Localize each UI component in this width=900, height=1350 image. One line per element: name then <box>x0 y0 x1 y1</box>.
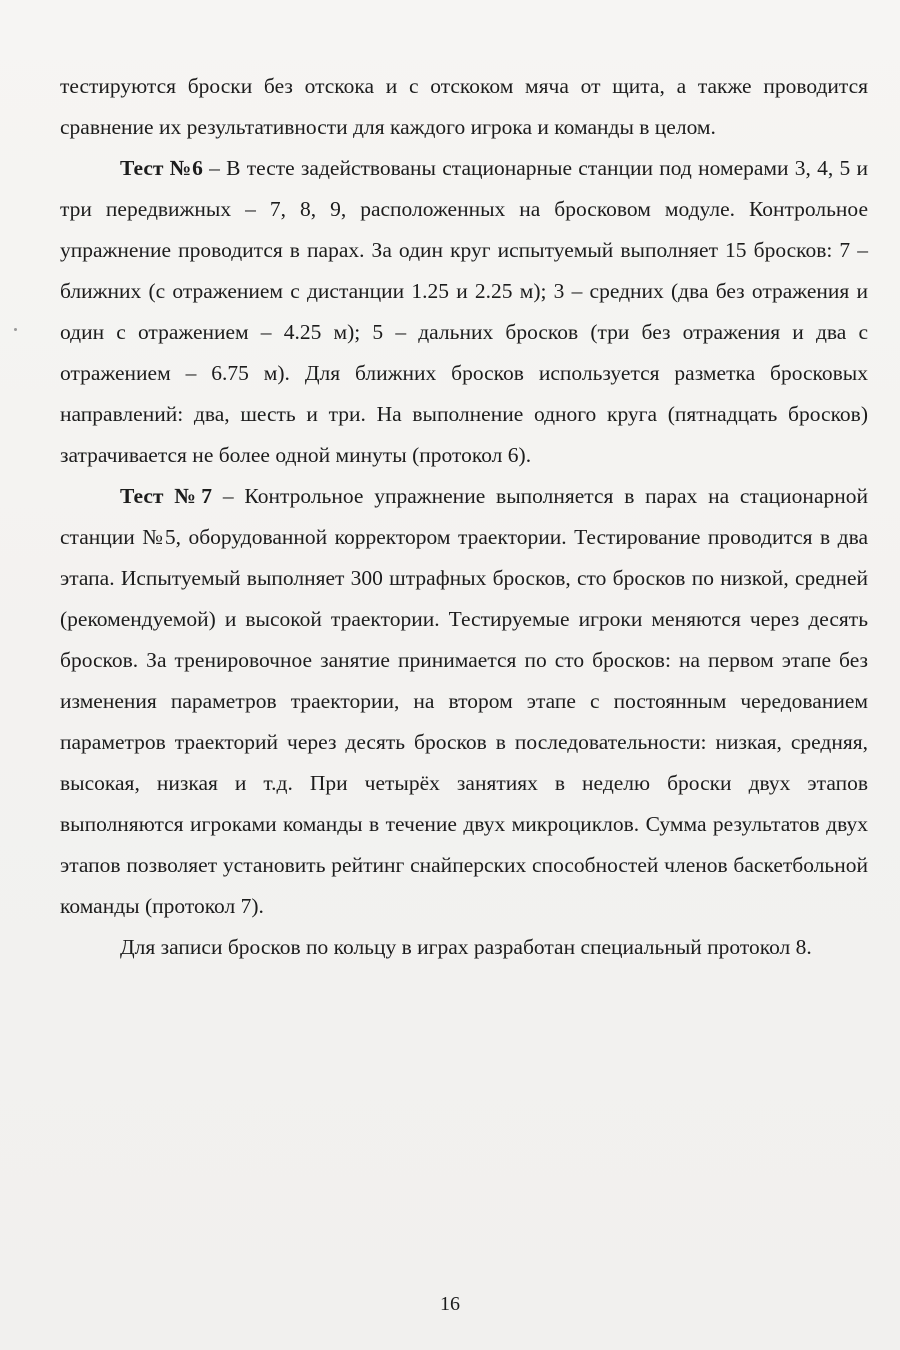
test-7-text: – Контрольное упражнение выполняется в парах на стационарной станции №5, оборудованной корректором траектории. Тестирование проводится в два этапа. Испытуемый выполняет 300 штрафных бросков, сто бросков по низкой, средней (рекомендуемой) и высокой траектории. Тестируемые игроки меняются через десять бросков. За тренировочное занятие принимается по сто бросков: на первом этапе без изменения параметров траектории, на втором этапе с постоянным чередованием параметров траекторий через десять бросков в последовательности: низкая, средняя, высокая, низкая и т.д. При четырёх занятиях в неделю броски двух этапов выполняются игроками команды в течение двух микроциклов. Сумма результатов двух этапов позволяет установить рейтинг снайперских способностей членов баскетбольной команды (протокол 7). <box>60 484 868 918</box>
test-6-label: Тест №6 <box>120 156 203 180</box>
paragraph-protocol-8: Для записи бросков по кольцу в играх разработан специальный протокол 8. <box>120 935 812 959</box>
paragraph-test-6 <box>60 148 868 476</box>
body-text <box>60 66 868 968</box>
test-6-text: – В тесте задействованы стационарные станции под номерами 3, 4, 5 и три передвижных – 7, 8, 9, расположенных на бросковом модуле. Контрольное упражнение проводится в парах. За один круг испытуемый выполняет 15 бросков: 7 – ближних (с отражением с дистанции 1.25 и 2.25 м); 3 – средних (два без отражения и один с отражением – 4.25 м); 5 – дальних бросков (три без отражения и два с отражением – 6.75 м). Для ближних бросков используется разметка бросковых направлений: два, шесть и три. На выполнение одного круга (пятнадцать бросков) затрачивается не более одной минуты (протокол 6). <box>60 156 868 467</box>
scan-dot <box>14 328 17 331</box>
paragraph-test-7 <box>60 476 868 927</box>
page-number: 16 <box>440 1293 460 1315</box>
test-7-label: Тест №7 <box>120 484 213 508</box>
paragraph-continuation: тестируются броски без отскока и с отскоком мяча от щита, а также проводится сравнение их результативности для каждого игрока и команды в целом. <box>60 74 868 139</box>
